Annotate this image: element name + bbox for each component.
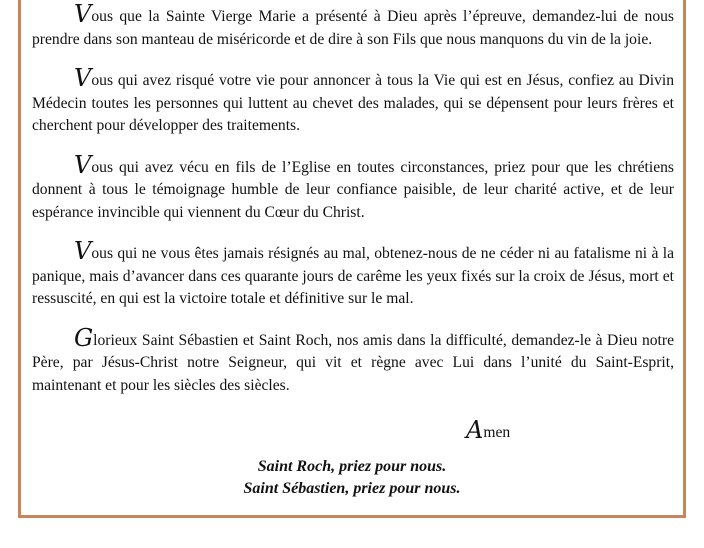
amen-line xyxy=(466,416,511,445)
closing-line-saint-roch: Saint Roch, priez pour nous. xyxy=(257,458,447,475)
paragraph-text: lorieux Saint Sébastien et Saint Roch, nos amis dans la difficulté, demandez-le à Dieu notre Père, par Jésus-Christ notre Seigneur, qui vit et règne avec Lui dans l’unité du Saint-Esprit, maintenant et pour les siècles des siècles. xyxy=(32,331,674,394)
closing-line-saint-sebastien: Saint Sébastien, priez pour nous. xyxy=(243,480,461,497)
amen-initial: A xyxy=(466,416,484,444)
prayer-paragraph-3 xyxy=(32,150,674,225)
prayer-paragraph-1 xyxy=(32,0,674,51)
prayer-paragraph-2 xyxy=(32,64,674,138)
paragraph-initial: V xyxy=(74,0,92,28)
paragraph-text: ous qui avez risqué votre vie pour annoncer à tous la Vie qui est en Jésus, confiez au Divin Médecin toutes les personnes qui luttent au chevet des malades, qui se dépensent pour leurs frères et cherchent pour développer des traitements. xyxy=(32,72,674,134)
paragraph-text: ous qui ne vous êtes jamais résignés au mal, obtenez-nous de ne céder ni au fatalisme ni à la panique, mais d’avancer dans ces quarante jours de carême les yeux fixés sur la croix de Jésus, mort et ressuscité, en qui est la victoire totale et définitive sur le mal. xyxy=(32,245,674,307)
paragraph-initial: V xyxy=(74,237,92,265)
amen-text: men xyxy=(483,424,511,441)
paragraph-text: ous qui avez vécu en fils de l’Eglise en toutes circonstances, priez pour que les chrétiens donnent à tous le témoignage humble de leur confiance paisible, de leur charité active, et de leur espérance invincible qui viennent du Cœur du Christ. xyxy=(32,158,674,221)
closing-invocations xyxy=(0,456,704,500)
paragraph-text: ous que la Sainte Vierge Marie a présenté à Dieu après l’épreuve, demandez-lui de nous prendre dans son manteau de miséricorde et de dire à son Fils que nous manquons du vin de la joie. xyxy=(32,8,674,48)
prayer-paragraph-4 xyxy=(32,237,674,311)
paragraph-initial: V xyxy=(74,64,92,92)
paragraph-initial: G xyxy=(74,323,94,352)
prayer-paragraph-5 xyxy=(32,323,674,398)
paragraph-initial: V xyxy=(74,150,92,179)
prayer-body xyxy=(32,0,674,444)
